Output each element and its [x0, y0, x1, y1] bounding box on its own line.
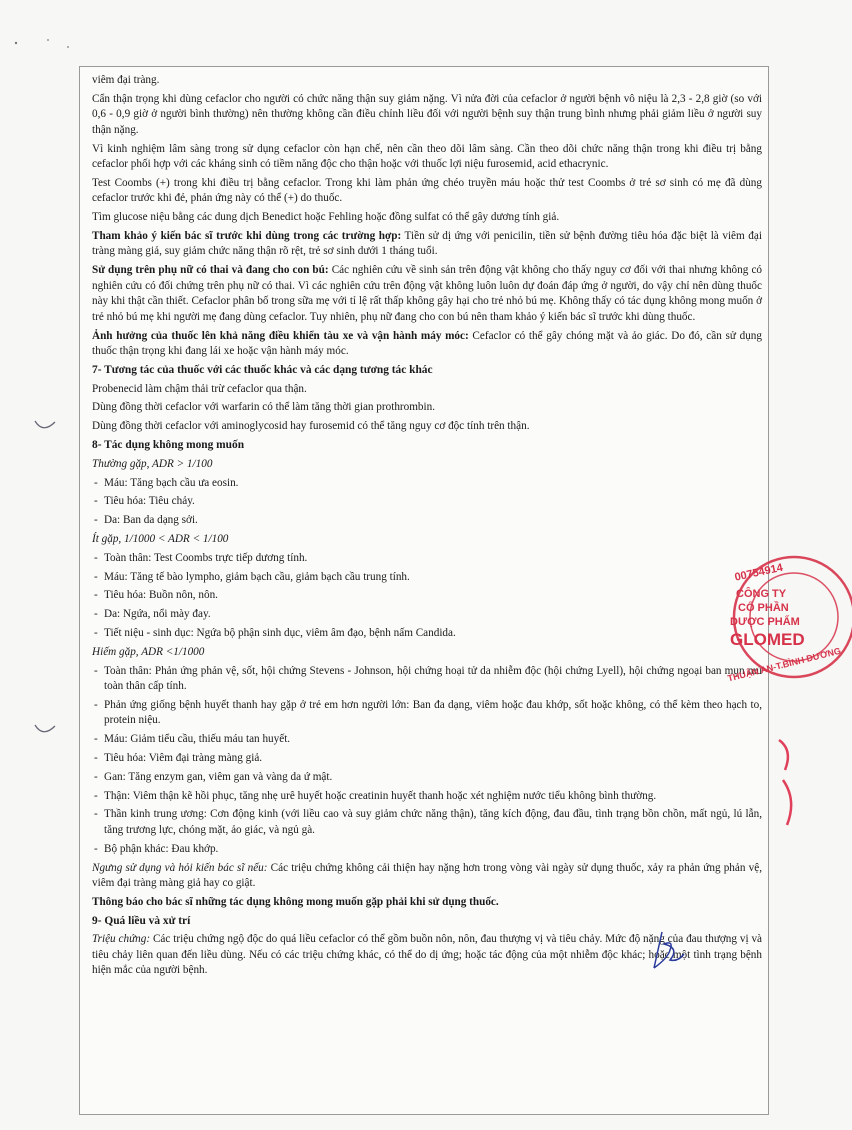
list-item: - Máu: Tăng tế bào lympho, giảm bạch cầu, giảm bạch cầu trung tính.: [92, 570, 762, 586]
symptoms-label: Triệu chứng:: [92, 933, 151, 946]
list-item: - Tiêu hóa: Tiêu chảy.: [92, 494, 762, 510]
consult-label: Tham khảo ý kiến bác sĩ trước khi dùng trong các trường hợp:: [92, 229, 402, 242]
list-item: - Phản ứng giống bệnh huyết thanh hay gặp ở trẻ em hơn người lớn: Ban đa dạng, viêm hoặc đau khớp, sốt hoặc không, có thể kèm theo hạch to, protein niệu.: [92, 698, 762, 729]
signature: [640, 928, 690, 973]
pregnancy-label: Sử dụng trên phụ nữ có thai và đang cho con bú:: [92, 264, 329, 277]
intro-paragraph-2: Cẩn thận trọng khi dùng cefaclor cho người có chức năng thận suy giảm nặng. Vì nửa đời của cefaclor ở người bệnh vô niệu là 2,3 - 2,8 giờ (so với 0,6 - 0,9 giờ ở người bình thường) nên thường không cần điều chỉnh liều đối với người bệnh suy thận trung bình nhưng phải giảm liều ở người suy thận nặng.: [92, 92, 762, 136]
margin-mark-top: [8, 35, 78, 55]
list-item: - Da: Ban da dạng sởi.: [92, 513, 762, 529]
stop-use-paragraph: [92, 861, 762, 892]
interaction-item: Dùng đồng thời cefaclor với aminoglycosid hay furosemid có thể tăng nguy cơ độc tính trên thận.: [92, 420, 530, 433]
pregnancy-paragraph: [92, 263, 762, 325]
list-item: - Thần kinh trung ương: Cơn động kinh (với liều cao và suy giảm chức năng thận), tăng kích động, đau đầu, tình trạng bồn chồn, mất ngủ, lú lẫn, tăng trương lực, chóng mặt, ảo giác, và ngủ gà.: [92, 807, 762, 838]
document-body: [92, 73, 762, 982]
stamp-line-2: CỔ PHẦN: [738, 602, 789, 614]
intro-paragraph-3: Vì kinh nghiệm lâm sàng trong sử dụng cefaclor còn hạn chế, nên cần theo dõi lâm sàng. Cần theo dõi chức năng thận trong khi điều trị bằng cefaclor phối hợp với các kháng sinh có tiềm năng độc cho thận hoặc với thuốc lợi niệu furosemid, acid ethacrynic.: [92, 142, 762, 171]
frequency-common-label: Thường gặp, ADR > 1/100: [92, 457, 213, 470]
list-item: - Tiêu hóa: Buồn nôn, nôn.: [92, 588, 762, 604]
frequency-rare-label: Hiếm gặp, ADR <1/1000: [92, 645, 205, 658]
intro-paragraph-5: Tìm glucose niệu bằng các dung dịch Benedict hoặc Fehling hoặc đồng sulfat có thể gây dương tính giả.: [92, 211, 560, 224]
intro-paragraph-1: viêm đại tràng.: [92, 74, 160, 86]
consult-text: Tiền sử dị ứng với penicilin, tiền sử bệnh đường tiêu hóa đặc biệt là viêm đại tràng màng giả, suy giảm chức năng thận rõ rệt, trẻ sơ sinh dưới 1 tháng tuổi.: [92, 229, 762, 258]
list-item: - Toàn thân: Phản ứng phản vệ, sốt, hội chứng Stevens - Johnson, hội chứng hoại tử da nhiễm độc (hội chứng Lyell), hội chứng ngoại ban mụn mủ toàn thân cấp tính.: [92, 664, 762, 695]
stamp-line-3: DƯỢC PHẨM: [730, 616, 800, 628]
list-item: - Máu: Giảm tiểu cầu, thiếu máu tan huyết.: [92, 732, 762, 748]
list-item: - Thận: Viêm thận kẽ hồi phục, tăng nhẹ urê huyết hoặc creatinin huyết thanh hoặc xét nghiệm nước tiểu không bình thường.: [92, 789, 762, 805]
rare-effects-list: [92, 664, 762, 858]
section-7-title: 7- Tương tác của thuốc với các thuốc khác và các dạng tương tác khác: [92, 363, 433, 376]
list-item: - Gan: Tăng enzym gan, viêm gan và vàng da ứ mật.: [92, 770, 762, 786]
margin-mark-left-1: [33, 418, 57, 434]
stamp-number: 00754914: [733, 561, 784, 584]
uncommon-effects-list: [92, 551, 762, 642]
stop-use-text: Các triệu chứng không cải thiện hay nặng hơn trong vòng vài ngày sử dụng thuốc, xảy ra phản ứng phản vệ, viêm đại tràng màng giả hay co giật.: [92, 861, 762, 889]
consult-paragraph: [92, 229, 762, 260]
driving-paragraph: [92, 329, 762, 360]
list-item: - Tiết niệu - sinh dục: Ngứa bộ phận sinh dục, viêm âm đạo, bệnh nấm Candida.: [92, 626, 762, 642]
interaction-item: Probenecid làm chậm thải trừ cefaclor qua thận.: [92, 382, 307, 395]
intro-paragraph-4: Test Coombs (+) trong khi điều trị bằng cefaclor. Trong khi làm phản ứng chéo truyền máu hoặc thử test Coombs ở trẻ sơ sinh có mẹ đã dùng cefaclor trước khi đẻ, phản ứng này có thể (+) do thuốc.: [92, 176, 762, 205]
notify-doctor-line: Thông báo cho bác sĩ những tác dụng không mong muốn gặp phải khi sử dụng thuốc.: [92, 895, 499, 908]
list-item: - Toàn thân: Test Coombs trực tiếp dương tính.: [92, 551, 762, 567]
frequency-uncommon-label: Ít gặp, 1/1000 < ADR < 1/100: [92, 533, 229, 546]
driving-label: Ảnh hưởng của thuốc lên khả năng điều khiển tàu xe và vận hành máy móc:: [92, 329, 469, 342]
common-effects-list: [92, 476, 762, 529]
section-8-title: 8- Tác dụng không mong muốn: [92, 439, 245, 452]
stamp-line-5: THUẬN AN-T.BÌNH DƯƠNG: [726, 645, 842, 684]
margin-mark-right: [775, 730, 799, 840]
list-item: - Máu: Tăng bạch cầu ưa eosin.: [92, 476, 762, 492]
pregnancy-text: Các nghiên cứu về sinh sản trên động vật không cho thấy nguy cơ đối với thai nhưng không có nghiên cứu có đối chứng trên phụ nữ có thai. Vì các nghiên cứu trên động vật không luôn luôn dự đoán đáp ứng ở người, do vậy chỉ nên dùng thuốc này khi thật cần thiết. Cefaclor phân bố trong sữa mẹ với tỉ lệ rất thấp không gây hại cho trẻ nhỏ bú mẹ. Không thấy có tác dụng không mong muốn ở trẻ nhỏ bú mẹ khi người mẹ đang dùng cefaclor. Tuy nhiên, phụ nữ đang cho con bú nên tham khảo ý kiến bác sĩ trước khi dùng thuốc.: [92, 264, 762, 323]
stop-use-label: Ngưng sử dụng và hỏi kiến bác sĩ nếu:: [92, 861, 268, 874]
driving-text: Cefaclor có thể gây chóng mặt và ảo giác. Do đó, cần sử dụng thuốc thận trọng khi đang lái xe hoặc vận hành máy móc.: [92, 329, 762, 358]
stamp-line-4: GLOMED: [730, 630, 805, 649]
list-item: - Da: Ngứa, nổi mày đay.: [92, 607, 762, 623]
interaction-item: Dùng đồng thời cefaclor với warfarin có thể làm tăng thời gian prothrombin.: [92, 401, 436, 414]
list-item: - Tiêu hóa: Viêm đại tràng màng giả.: [92, 751, 762, 767]
section-9-title: 9- Quá liều và xử trí: [92, 914, 191, 927]
list-item: - Bộ phận khác: Đau khớp.: [92, 842, 762, 858]
margin-mark-left-2: [33, 722, 57, 738]
stamp-line-1: CÔNG TY: [736, 588, 787, 600]
company-stamp: [722, 555, 852, 685]
symptoms-text: Các triệu chứng ngộ độc do quá liều cefaclor có thể gồm buồn nôn, nôn, đau thượng vị và tiêu chảy. Mức độ nặng của đau thượng vị và tiêu chảy liên quan đến liều dùng. Nếu có các triệu chứng khác, có thể do dị ứng; hoặc tác động của một nhiễm độc khác; hoặc một tình trạng bệnh hiện mắc của người bệnh.: [92, 933, 763, 977]
